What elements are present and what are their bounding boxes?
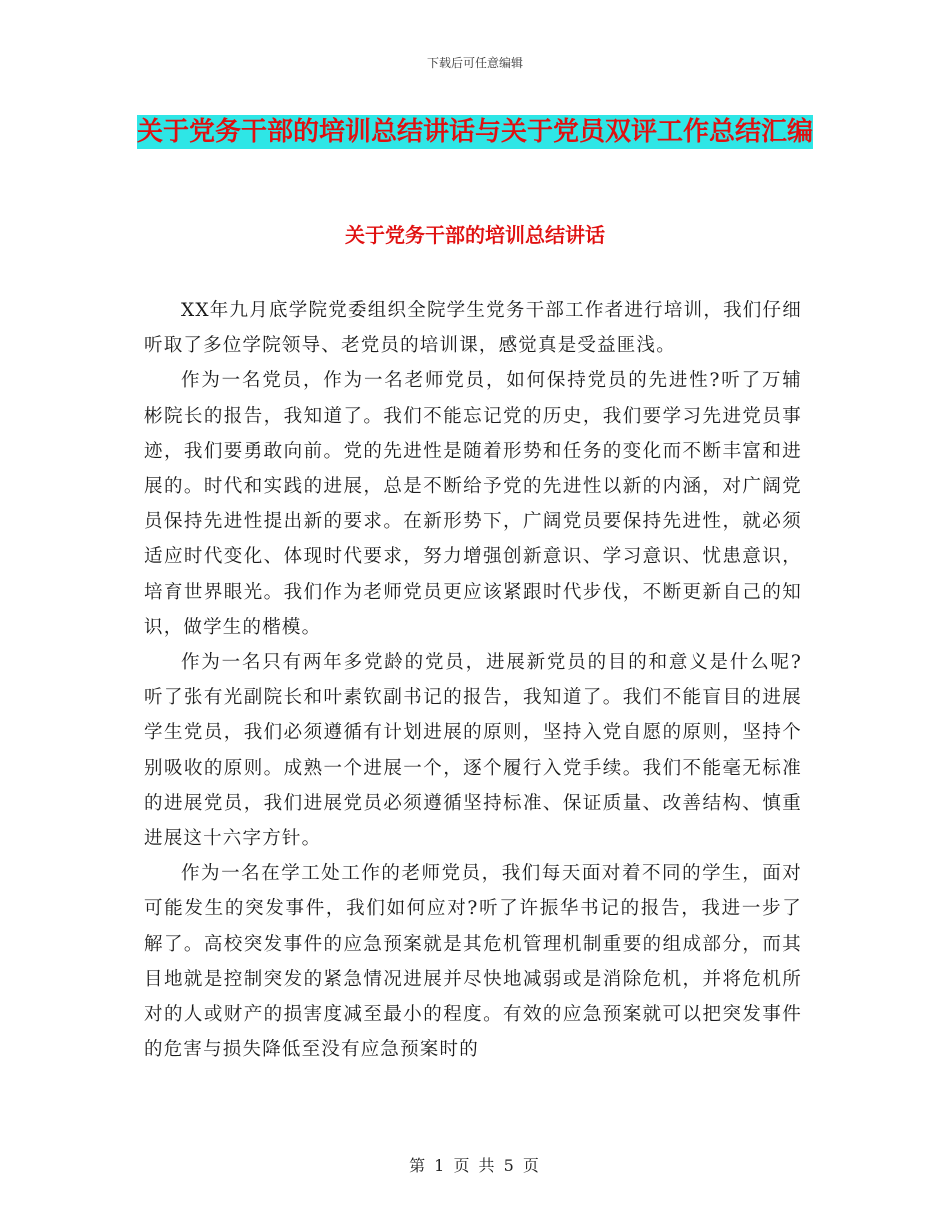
document-body (144, 293, 802, 1067)
paragraph-3: 作为一名只有两年多党龄的党员，进展新党员的目的和意义是什么呢?听了张有光副院长和叶素钦副书记的报告，我知道了。我们不能盲目的进展学生党员，我们必须遵循有计划进展的原则，坚持入党自愿的原则，坚持个别吸收的原则。成熟一个进展一个，逐个履行入党手续。我们不能毫无标准的进展党员，我们进展党员必须遵循坚持标准、保证质量、改善结构、慎重进展这十六字方针。 (144, 652, 802, 850)
document-title (110, 106, 840, 158)
section-title: 关于党务干部的培训总结讲话 (345, 223, 605, 247)
page-number: 第 1 页 共 5 页 (409, 1156, 541, 1175)
paragraph-2: 作为一名党员，作为一名老师党员，如何保持党员的先进性?听了万辅彬院长的报告，我知道了。我们不能忘记党的历史，我们要学习先进党员事迹，我们要勇敢向前。党的先进性是随着形势和任务的变化而不断丰富和进展的。时代和实践的进展，总是不断给予党的先进性以新的内涵，对广阔党员保持先进性提出新的要求。在新形势下，广阔党员要保持先进性，就必须适应时代变化、体现时代要求，努力增强创新意识、学习意识、忧患意识，培育世界眼光。我们作为老师党员更应该紧跟时代步伐，不断更新自己的知识，做学生的楷模。 (144, 370, 802, 638)
page-header-note: 下载后可任意编辑 (426, 56, 523, 70)
document-title-text: 关于党务干部的培训总结讲话与关于党员双评工作总结汇编 (136, 117, 813, 147)
paragraph-4: 作为一名在学工处工作的老师党员，我们每天面对着不同的学生，面对可能发生的突发事件，我们如何应对?听了许振华书记的报告，我进一步了解了。高校突发事件的应急预案就是其危机管理机制重要的组成部分，而其目地就是控制突发的紧急情况进展并尽快地减弱或是消除危机，并将危机所对的人或财产的损害度减至最小的程度。有效的应急预案就可以把突发事件的危害与损失降低至没有应急预案时的 (144, 863, 802, 1061)
paragraph-1: XX年九月底学院党委组织全院学生党务干部工作者进行培训，我们仔细听取了多位学院领导、老党员的培训课，感觉真是受益匪浅。 (144, 300, 802, 357)
